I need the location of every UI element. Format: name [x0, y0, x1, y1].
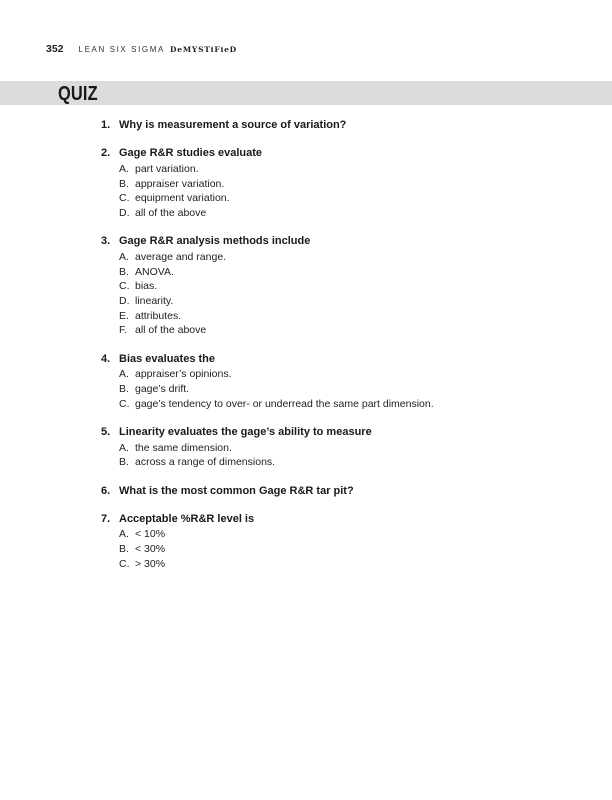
- choice-text: gage’s drift.: [135, 383, 190, 396]
- choice-letter: C.: [119, 557, 130, 570]
- running-header: [46, 43, 237, 57]
- answer-choice: [119, 455, 571, 470]
- answer-choice: [119, 191, 571, 206]
- question-line: [101, 425, 571, 440]
- quiz-question: [101, 352, 571, 412]
- answer-choice: [119, 294, 571, 309]
- choice-letter: F.: [119, 324, 128, 337]
- choice-letter: A.: [119, 162, 129, 175]
- quiz-question-list: [101, 118, 571, 585]
- answer-choices: [119, 441, 571, 470]
- question-line: [101, 484, 571, 499]
- quiz-question: [101, 425, 571, 470]
- answer-choice: [119, 441, 571, 456]
- question-line: [101, 352, 571, 367]
- question-number: 3.: [101, 235, 111, 248]
- choice-letter: B.: [119, 543, 129, 556]
- question-text: Gage R&R studies evaluate: [119, 147, 263, 160]
- question-number: 2.: [101, 147, 111, 160]
- book-title: LEAN SIX SIGMA: [78, 45, 165, 54]
- question-line: [101, 234, 571, 249]
- book-title-suffix: DeMYSTiFieD: [169, 45, 237, 54]
- answer-choice: [119, 162, 571, 177]
- answer-choice: [119, 309, 571, 324]
- question-text: What is the most common Gage R&R tar pit?: [119, 484, 354, 497]
- choice-text: across a range of dimensions.: [135, 456, 276, 469]
- choice-text: all of the above: [135, 207, 207, 220]
- answer-choice: [119, 279, 571, 294]
- choice-letter: B.: [119, 265, 129, 278]
- answer-choices: [119, 162, 571, 221]
- choice-text: linearity.: [135, 295, 174, 308]
- question-number: 1.: [101, 119, 111, 131]
- quiz-question: [101, 234, 571, 338]
- answer-choices: [119, 250, 571, 338]
- question-number: 4.: [101, 352, 111, 365]
- answer-choice: [119, 367, 571, 382]
- choice-text: all of the above: [135, 324, 207, 337]
- quiz-question: [101, 512, 571, 572]
- answer-choices: [119, 367, 571, 411]
- choice-text: gage’s tendency to over- or underread the same part dimension.: [135, 397, 434, 410]
- question-number: 5.: [101, 425, 111, 438]
- question-line: [101, 118, 571, 133]
- answer-choice: [119, 542, 571, 557]
- answer-choice: [119, 557, 571, 572]
- page-number: 352: [46, 43, 64, 55]
- choice-text: bias.: [135, 280, 158, 293]
- choice-text: appraiser’s opinions.: [135, 368, 232, 381]
- answer-choices: [119, 527, 571, 571]
- question-text: Gage R&R analysis methods include: [119, 235, 311, 248]
- question-text: Why is measurement a source of variation?: [119, 119, 347, 131]
- answer-choice: [119, 250, 571, 265]
- answer-choice: [119, 323, 571, 338]
- choice-text: part variation.: [135, 162, 199, 175]
- answer-choice: [119, 206, 571, 221]
- question-number: 7.: [101, 512, 111, 525]
- answer-choice: [119, 382, 571, 397]
- choice-letter: A.: [119, 441, 129, 454]
- quiz-question: [101, 146, 571, 221]
- choice-letter: A.: [119, 368, 129, 381]
- choice-text: the same dimension.: [135, 441, 232, 454]
- choice-text: > 30%: [135, 557, 166, 570]
- choice-letter: D.: [119, 207, 130, 220]
- answer-choice: [119, 397, 571, 412]
- question-text: Bias evaluates the: [119, 352, 215, 365]
- choice-letter: D.: [119, 295, 130, 308]
- choice-letter: A.: [119, 250, 129, 263]
- choice-letter: C.: [119, 280, 130, 293]
- choice-text: average and range.: [135, 250, 227, 263]
- question-text: Acceptable %R&R level is: [119, 512, 255, 525]
- choice-letter: B.: [119, 177, 129, 190]
- choice-text: equipment variation.: [135, 192, 230, 205]
- question-text: Linearity evaluates the gage’s ability to measure: [119, 425, 372, 438]
- answer-choice: [119, 265, 571, 280]
- choice-letter: A.: [119, 528, 129, 541]
- question-line: [101, 146, 571, 161]
- choice-text: ANOVA.: [135, 265, 174, 278]
- choice-letter: E.: [119, 309, 129, 322]
- choice-letter: C.: [119, 397, 130, 410]
- quiz-question: [101, 118, 571, 133]
- choice-text: attributes.: [135, 309, 182, 322]
- choice-text: appraiser variation.: [135, 177, 225, 190]
- quiz-question: [101, 484, 571, 499]
- choice-letter: B.: [119, 383, 129, 396]
- question-number: 6.: [101, 484, 111, 497]
- choice-text: < 30%: [135, 543, 166, 556]
- choice-letter: C.: [119, 192, 130, 205]
- question-line: [101, 512, 571, 527]
- answer-choice: [119, 527, 571, 542]
- section-title: QUIZ: [58, 83, 98, 105]
- answer-choice: [119, 177, 571, 192]
- choice-text: < 10%: [135, 528, 166, 541]
- choice-letter: B.: [119, 456, 129, 469]
